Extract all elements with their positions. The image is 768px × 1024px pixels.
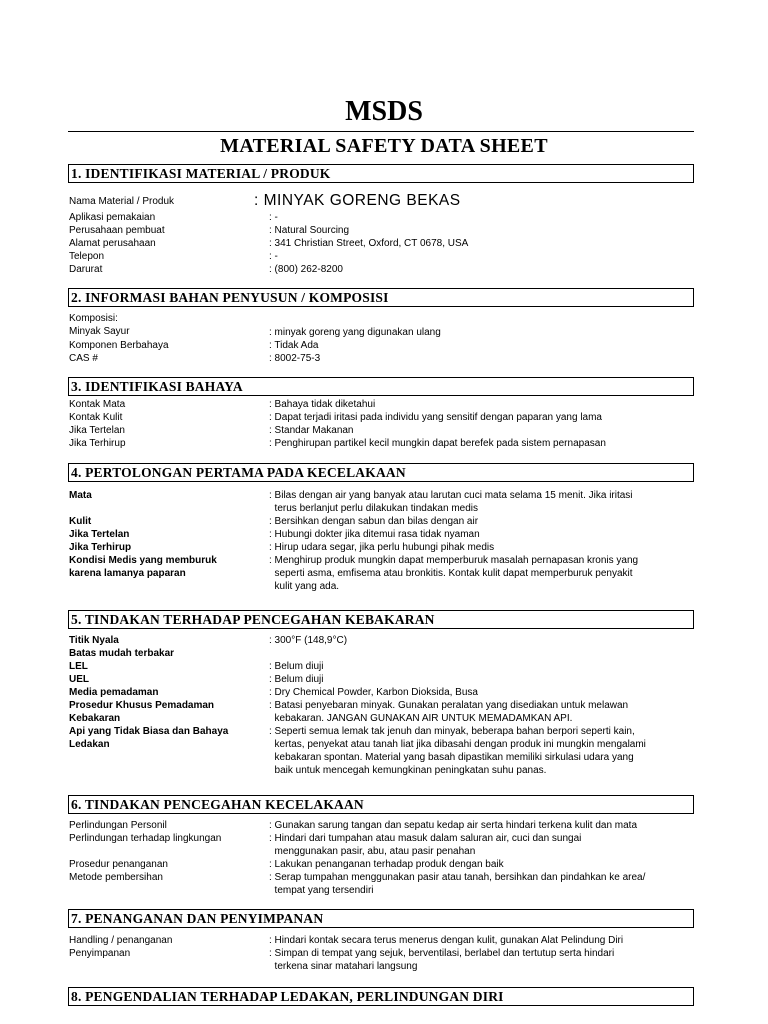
row-value-cont: kulit yang ada. — [269, 581, 340, 592]
row-value-cont: baik untuk mencegah kemungkinan peningkatan suhu panas. — [269, 765, 547, 776]
row-value: : 300°F (148,9°C) — [269, 635, 348, 646]
row-value: : - — [269, 251, 278, 262]
row-value: : Lakukan penanganan terhadap produk dengan baik — [269, 859, 504, 870]
row-batas — [69, 647, 699, 660]
row-value: : Bersihkan dengan sabun dan bilas dengan air — [269, 516, 479, 527]
row-label: Komponen Berbahaya — [69, 340, 169, 351]
row-nama-material — [69, 192, 699, 211]
row-label-cont: Ledakan — [69, 739, 110, 750]
row-label: Alamat perusahaan — [69, 238, 156, 249]
row-value: : Bahaya tidak diketahui — [269, 399, 376, 410]
row-label: Prosedur penanganan — [69, 859, 168, 870]
row-label: Aplikasi pemakaian — [69, 212, 156, 223]
row-value: : - — [269, 212, 278, 223]
row-label: Jika Terhirup — [69, 542, 132, 553]
section-4-body — [69, 489, 699, 593]
row-penyimpanan — [69, 947, 699, 973]
row-value-cont: terus berlanjut perlu dilakukan tindakan medis — [269, 503, 479, 514]
row-titik-nyala — [69, 634, 699, 647]
row-value: : Serap tumpahan menggunakan pasir atau tanah, bersihkan dan pindahkan ke area/ — [269, 872, 646, 883]
row-label: Jika Tertelan — [69, 529, 130, 540]
row-label: Telepon — [69, 251, 105, 262]
row-label: Media pemadaman — [69, 687, 159, 698]
row-label: Kulit — [69, 516, 92, 527]
row-jika-terhirup — [69, 437, 699, 450]
row-terhirup — [69, 541, 699, 554]
row-value: : Natural Sourcing — [269, 225, 350, 236]
row-value: : Standar Makanan — [269, 425, 354, 436]
document-subtitle: MATERIAL SAFETY DATA SHEET — [220, 135, 548, 157]
row-alamat — [69, 237, 699, 250]
row-value: : 8002-75-3 — [269, 353, 321, 364]
row-komponen — [69, 339, 699, 352]
row-value: : Gunakan sarung tangan dan sepatu kedap air serta hindari terkena kulit dan mata — [269, 820, 638, 831]
row-value: : Dapat terjadi iritasi pada individu yang sensitif dengan paparan yang lama — [269, 412, 602, 423]
row-label: Darurat — [69, 264, 103, 275]
row-label: Titik Nyala — [69, 635, 119, 646]
row-perlindungan-personil — [69, 819, 699, 832]
section-7-header: 7. PENANGANAN DAN PENYIMPANAN — [68, 909, 694, 928]
row-label: Jika Terhirup — [69, 438, 126, 449]
row-label-cont: Kebakaran — [69, 713, 121, 724]
row-label: Api yang Tidak Biasa dan Bahaya — [69, 726, 229, 737]
row-value: : 341 Christian Street, Oxford, CT 0678, USA — [269, 238, 469, 249]
row-label: Metode pembersihan — [69, 872, 163, 883]
row-value: : Menghirup produk mungkin dapat memperburuk masalah pernapasan kronis yang — [269, 555, 639, 566]
row-value: : Batasi penyebaran minyak. Gunakan peralatan yang disediakan untuk melawan — [269, 700, 629, 711]
section-1-body — [69, 192, 699, 276]
section-8-header: 8. PENGENDALIAN TERHADAP LEDAKAN, PERLINDUNGAN DIRI — [68, 987, 694, 1006]
row-value: : Penghirupan partikel kecil mungkin dapat berefek pada sistem pernapasan — [269, 438, 606, 449]
row-prosedur-penanganan — [69, 858, 699, 871]
row-value: : Hindari kontak secara terus menerus dengan kulit, gunakan Alat Pelindung Diri — [269, 935, 624, 946]
row-value: : (800) 262-8200 — [269, 264, 343, 275]
row-api-bahaya — [69, 725, 699, 777]
row-label: Handling / penanganan — [69, 935, 173, 946]
row-label: Kondisi Medis yang memburuk — [69, 555, 217, 566]
row-value-cont: terkena sinar matahari langsung — [269, 961, 418, 972]
section-2-body — [69, 312, 699, 365]
row-label: Perlindungan terhadap lingkungan — [69, 833, 222, 844]
section-1-header: 1. IDENTIFIKASI MATERIAL / PRODUK — [68, 164, 694, 183]
row-label: Jika Tertelan — [69, 425, 125, 436]
row-mata — [69, 489, 699, 515]
product-name: : MINYAK GORENG BEKAS — [254, 192, 461, 209]
row-kondisi-medis — [69, 554, 699, 593]
row-value: : Tidak Ada — [269, 340, 319, 351]
row-kulit — [69, 515, 699, 528]
row-cas — [69, 352, 699, 365]
row-value-cont: seperti asma, emfisema atau bronkitis. Kontak kulit dapat memperburuk penyakit — [269, 568, 633, 579]
row-perusahaan — [69, 224, 699, 237]
row-value: : Hindari dari tumpahan atau masuk dalam saluran air, cuci dan sungai — [269, 833, 582, 844]
row-tertelan — [69, 528, 699, 541]
row-value-cont: menggunakan pasir, abu, atau pasir penahan — [269, 846, 476, 857]
row-kontak-mata — [69, 398, 699, 411]
row-perlindungan-lingkungan — [69, 832, 699, 858]
row-value-cont: kebakaran spontan. Material yang basah dipastikan memiliki sirkulasi udara yang — [269, 752, 634, 763]
row-minyak-sayur — [69, 325, 699, 339]
row-handling — [69, 934, 699, 947]
row-label: Batas mudah terbakar — [69, 648, 175, 659]
row-label: Penyimpanan — [69, 948, 131, 959]
row-label: Minyak Sayur — [69, 326, 130, 337]
row-label: CAS # — [69, 353, 98, 364]
row-lel — [69, 660, 699, 673]
document-title: MSDS — [345, 96, 423, 127]
section-4-header: 4. PERTOLONGAN PERTAMA PADA KECELAKAAN — [68, 463, 694, 482]
row-uel — [69, 673, 699, 686]
title-divider — [68, 131, 694, 132]
row-value: : Hirup udara segar, jika perlu hubungi pihak medis — [269, 542, 495, 553]
row-aplikasi — [69, 211, 699, 224]
row-metode-pembersihan — [69, 871, 699, 897]
row-prosedur-khusus — [69, 699, 699, 725]
row-value: : Simpan di tempat yang sejuk, berventilasi, berlabel dan tertutup serta hindari — [269, 948, 615, 959]
section-5-header: 5. TINDAKAN TERHADAP PENCEGAHAN KEBAKARAN — [68, 610, 694, 629]
row-value: : Seperti semua lemak tak jenuh dan minyak, beberapa bahan berpori seperti kain, — [269, 726, 635, 737]
row-label: Prosedur Khusus Pemadaman — [69, 700, 215, 711]
row-label-cont: karena lamanya paparan — [69, 568, 186, 579]
row-label: Perusahaan pembuat — [69, 225, 165, 236]
row-value: : Belum diuji — [269, 674, 324, 685]
section-7-body — [69, 934, 699, 973]
section-6-body — [69, 819, 699, 897]
section-2-header: 2. INFORMASI BAHAN PENYUSUN / KOMPOSISI — [68, 288, 694, 307]
row-label: Perlindungan Personil — [69, 820, 167, 831]
row-jika-tertelan — [69, 424, 699, 437]
row-value: : minyak goreng yang digunakan ulang — [269, 327, 441, 338]
row-label: UEL — [69, 674, 89, 685]
section-6-header: 6. TINDAKAN PENCEGAHAN KECELAKAAN — [68, 795, 694, 814]
section-5-body — [69, 634, 699, 777]
row-kontak-kulit — [69, 411, 699, 424]
row-value-cont: kebakaran. JANGAN GUNAKAN AIR UNTUK MEMADAMKAN API. — [269, 713, 573, 724]
row-value: : Belum diuji — [269, 661, 324, 672]
row-label: Kontak Mata — [69, 399, 126, 410]
row-value: : Hubungi dokter jika ditemui rasa tidak nyaman — [269, 529, 480, 540]
section-3-header: 3. IDENTIFIKASI BAHAYA — [68, 377, 694, 396]
row-value-cont: tempat yang tersendiri — [269, 885, 374, 896]
row-label: LEL — [69, 661, 88, 672]
composition-intro: Komposisi: — [69, 313, 118, 324]
row-darurat — [69, 263, 699, 276]
section-3-body — [69, 398, 699, 450]
row-value-cont: kertas, penyekat atau tanah liat jika dibasahi dengan produk ini mungkin mengalami — [269, 739, 646, 750]
row-label: Nama Material / Produk — [69, 196, 175, 207]
row-telepon — [69, 250, 699, 263]
row-label: Mata — [69, 490, 92, 501]
row-value: : Dry Chemical Powder, Karbon Dioksida, Busa — [269, 687, 478, 698]
row-media-pemadaman — [69, 686, 699, 699]
row-value: : Bilas dengan air yang banyak atau larutan cuci mata selama 15 menit. Jika iritasi — [269, 490, 633, 501]
row-label: Kontak Kulit — [69, 412, 123, 423]
